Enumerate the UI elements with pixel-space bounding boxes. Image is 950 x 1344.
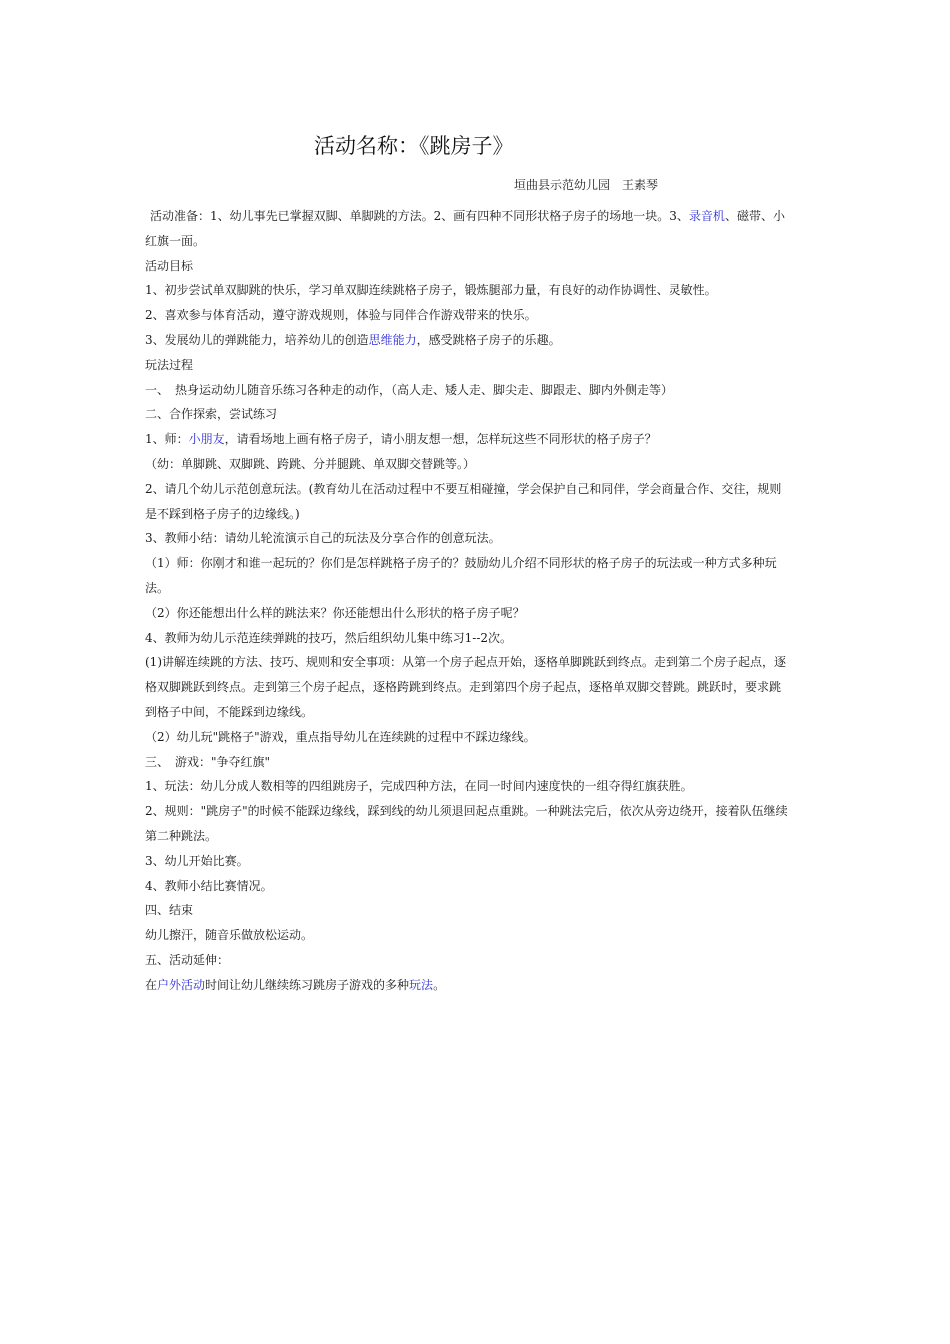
author-line: 垣曲县示范幼儿园 王素琴 [514, 178, 659, 192]
paragraph-summary-2: （2）你还能想出什么样的跳法来？你还能想出什么形状的格子房子呢？ [145, 605, 525, 620]
paragraph-game-summary: 4、教师小结比赛情况。 [145, 878, 273, 893]
paragraph-game-start: 3、幼儿开始比赛。 [145, 853, 249, 868]
text-run: 时间让幼儿继续练习跳房子游戏的多种 [205, 977, 410, 992]
heading-explore: 二、合作探索，尝试练习 [145, 407, 278, 422]
paragraph-teacher-question [145, 427, 790, 452]
paragraph-preparation [145, 204, 790, 254]
heading-process: 玩法过程 [145, 357, 194, 372]
paragraph-extension [145, 973, 790, 998]
heading-goals: 活动目标 [145, 258, 194, 273]
paragraph-goal-1: 1、初步尝试单双脚跳的快乐，学习单双脚连续跳格子房子，锻炼腿部力量，有良好的动作协调性、灵敏性。 [145, 283, 717, 298]
paragraph-goal-3 [145, 328, 790, 353]
paragraph-summary: 3、教师小结：请幼儿轮流演示自己的玩法及分享合作的创意玩法。 [145, 531, 501, 546]
paragraph-game-rules: 2、规则："跳房子"的时候不能踩边缘线，踩到线的幼儿须退回起点重跳。一种跳法完后，依次从旁边绕开，接着队伍继续第二种跳法。 [145, 804, 788, 843]
paragraph-practice-2: （2）幼儿玩"跳格子"游戏，重点指导幼儿在连续跳的过程中不踩边缘线。 [145, 729, 536, 744]
link-kids[interactable]: 小朋友 [188, 432, 225, 447]
paragraph-end: 幼儿擦汗，随音乐做放松运动。 [145, 928, 314, 943]
paragraph-kids-answer: （幼：单脚跳、双脚跳、跨跳、分并腿跳、单双脚交替跳等。） [145, 456, 476, 471]
heading-game: 三、 游戏："争夺红旗" [145, 754, 271, 769]
heading-extension: 五、活动延伸： [145, 952, 230, 967]
text-run: 、磁带、小红旗一面。 [145, 209, 785, 248]
paragraph-goal-2: 2、喜欢参与体育活动，遵守游戏规则，体验与同伴合作游戏带来的快乐。 [145, 308, 537, 323]
text-run: 3、发展幼儿的弹跳能力，培养幼儿的创造 [145, 332, 369, 347]
link-play-method[interactable]: 玩法 [409, 977, 434, 992]
link-outdoor-activity[interactable]: 户外活动 [157, 977, 206, 992]
text-run: ，请看场地上画有格子房子，请小朋友想一想，怎样玩这些不同形状的格子房子？ [224, 432, 657, 447]
document-body [145, 204, 790, 998]
paragraph-demo: 2、请几个幼儿示范创意玩法。(教育幼儿在活动过程中不要互相碰撞，学会保护自己和同伴，学会商量合作、交往，规则是不踩到格子房子的边缘线。) [145, 481, 782, 521]
link-tape-recorder[interactable]: 录音机 [688, 209, 725, 223]
paragraph-summary-1: （1）师：你刚才和谁一起玩的？你们是怎样跳格子房子的？鼓励幼儿介绍不同形状的格子房子的玩法或一种方式多种玩法。 [145, 556, 777, 595]
text-run: 1、师： [145, 432, 189, 447]
paragraph-practice: 4、教师为幼儿示范连续弹跳的技巧，然后组织幼儿集中练习1--2次。 [145, 630, 513, 645]
paragraph-practice-1: (1)讲解连续跳的方法、技巧、规则和安全事项：从第一个房子起点开始，逐格单脚跳跃到终点。走到第二个房子起点，逐格双脚跳跃到终点。走到第三个房子起点，逐格跨跳到终点。走到第四个房子起点，逐格单双脚交替跳。跳跃时，要求跳到格子中间，不能踩到边缘线。 [145, 655, 787, 719]
text-run: ，感受跳格子房子的乐趣。 [416, 332, 561, 347]
text-run: 。 [433, 977, 446, 992]
paragraph-game-method: 1、玩法：幼儿分成人数相等的四组跳房子，完成四种方法，在同一时间内速度快的一组夺得红旗获胜。 [145, 779, 693, 794]
heading-end: 四、结束 [145, 903, 194, 918]
link-thinking-ability[interactable]: 思维能力 [368, 332, 417, 347]
document-title: 活动名称：《跳房子》 [314, 134, 514, 158]
text-run: 在 [145, 977, 158, 992]
text-run: 活动准备：1、幼儿事先已掌握双脚、单脚跳的方法。2、画有四种不同形状格子房子的场地一块。3、 [150, 209, 689, 223]
paragraph-warmup: 一、 热身运动幼儿随音乐练习各种走的动作，（高人走、矮人走、脚尖走、脚跟走、脚内外侧走等） [145, 382, 674, 397]
